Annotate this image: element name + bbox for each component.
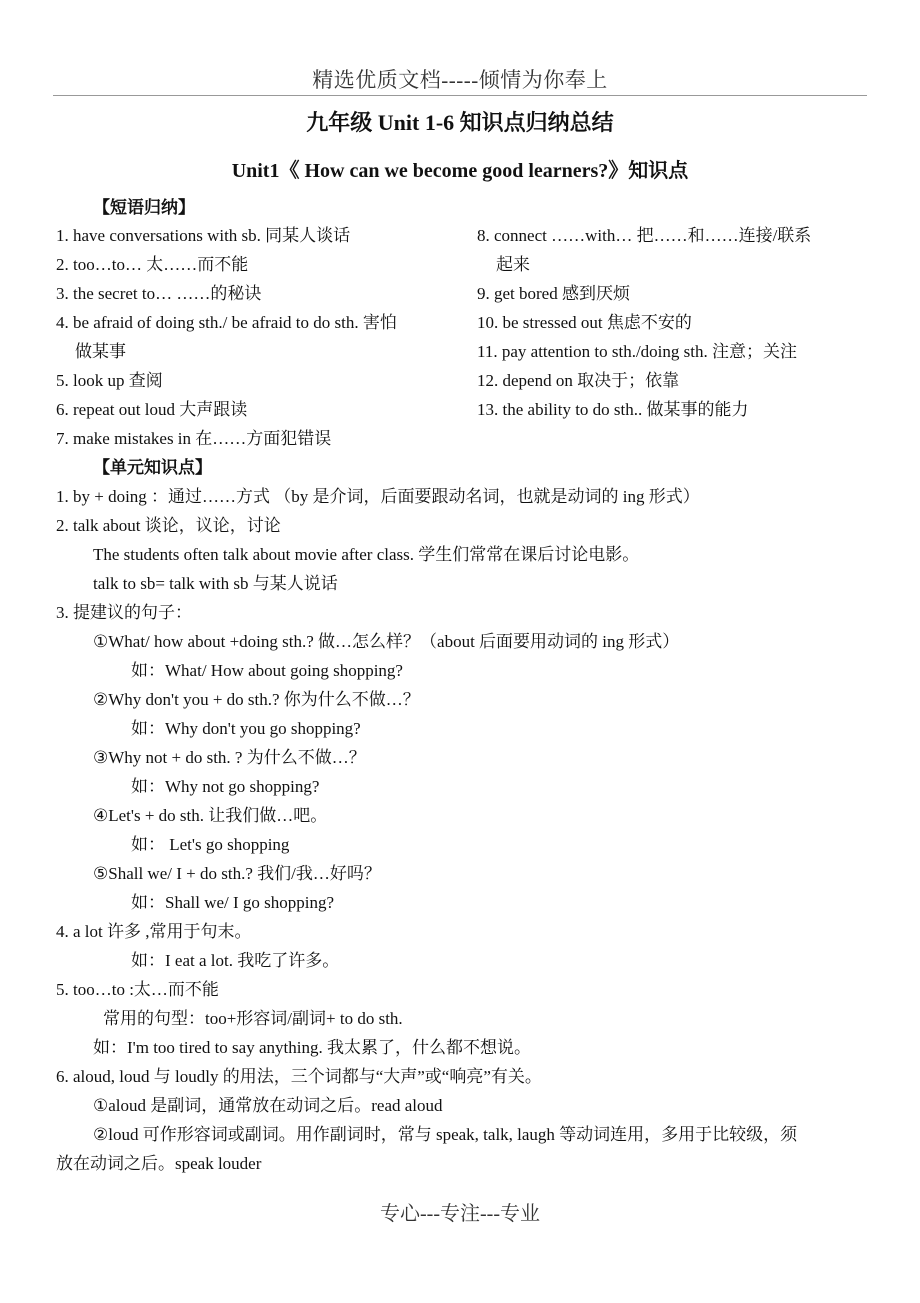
point-line: 4. a lot 许多 ,常用于句末。 bbox=[56, 922, 252, 941]
usage-note: ①aloud 是副词，通常放在动词之后。read aloud bbox=[93, 1096, 443, 1115]
phrase-item: 11. pay attention to sth./doing sth. 注意；关注 bbox=[477, 342, 797, 361]
example-line: 如：I'm too tired to say anything. 我太累了，什么都不想说。 bbox=[93, 1038, 531, 1057]
phrase-item: 12. depend on 取决于；依靠 bbox=[477, 371, 680, 390]
example-line: The students often talk about movie after class. 学生们常常在课后讨论电影。 bbox=[93, 545, 640, 564]
example-line: talk to sb= talk with sb 与某人说话 bbox=[93, 574, 338, 593]
usage-note: ②loud 可作形容词或副词。用作副词时，常与 speak, talk, laugh 等动词连用，多用于比较级，须 bbox=[93, 1125, 798, 1144]
phrases-heading: 【短语归纳】 bbox=[93, 198, 195, 217]
unit-subtitle: Unit1《 How can we become good learners?》知识点 bbox=[231, 160, 689, 182]
phrase-item: 10. be stressed out 焦虑不安的 bbox=[477, 313, 692, 332]
phrase-item: 2. too…to… 太……而不能 bbox=[56, 255, 249, 274]
example-line: 如： Let's go shopping bbox=[131, 835, 290, 854]
example-line: 如：Shall we/ I go shopping? bbox=[131, 893, 335, 912]
phrase-item: 6. repeat out loud 大声跟读 bbox=[56, 400, 248, 419]
suggestion-pattern: ④Let's + do sth. 让我们做…吧。 bbox=[93, 806, 328, 825]
phrase-item: 7. make mistakes in 在……方面犯错误 bbox=[56, 429, 332, 448]
example-line: 如：I eat a lot. 我吃了许多。 bbox=[131, 951, 340, 970]
phrase-item-continued: 做某事 bbox=[75, 342, 126, 361]
point-line: 5. too…to :太…而不能 bbox=[56, 980, 219, 999]
phrase-item: 1. have conversations with sb. 同某人谈话 bbox=[56, 226, 351, 245]
phrase-item: 8. connect ……with… 把……和……连接/联系 bbox=[477, 226, 812, 245]
point-line: 3. 提建议的句子： bbox=[56, 603, 192, 622]
example-line: 如：Why not go shopping? bbox=[131, 777, 320, 796]
phrase-item: 5. look up 查阅 bbox=[56, 371, 163, 390]
point-line: 2. talk about 谈论，议论，讨论 bbox=[56, 516, 281, 535]
phrase-item: 9. get bored 感到厌烦 bbox=[477, 284, 630, 303]
point-line: 6. aloud, loud 与 loudly 的用法，三个词都与“大声”或“响亮”有关。 bbox=[56, 1067, 542, 1086]
suggestion-pattern: ⑤Shall we/ I + do sth.? 我们/我…好吗？ bbox=[93, 864, 381, 883]
knowledge-points-heading: 【单元知识点】 bbox=[93, 458, 212, 477]
suggestion-pattern: ③Why not + do sth. ? 为什么不做…？ bbox=[93, 748, 366, 767]
example-line: 如：What/ How about going shopping? bbox=[131, 661, 403, 680]
document-title: 九年级 Unit 1-6 知识点归纳总结 bbox=[306, 110, 614, 135]
phrase-item: 4. be afraid of doing sth./ be afraid to do sth. 害怕 bbox=[56, 313, 397, 332]
suggestion-pattern: ①What/ how about +doing sth.? 做…怎么样？（about 后面要用动词的 ing 形式） bbox=[93, 632, 680, 651]
example-line: 常用的句型：too+形容词/副词+ to do sth. bbox=[103, 1009, 403, 1028]
phrase-item: 3. the secret to… ……的秘诀 bbox=[56, 284, 262, 303]
page-footer: 专心---专注---专业 bbox=[380, 1203, 540, 1225]
suggestion-pattern: ②Why don't you + do sth.? 你为什么不做…？ bbox=[93, 690, 420, 709]
phrase-item: 13. the ability to do sth.. 做某事的能力 bbox=[477, 400, 749, 419]
phrase-item-continued: 起来 bbox=[496, 255, 530, 274]
page-header: 精选优质文档-----倾情为你奉上 bbox=[312, 68, 608, 92]
point-line: 1. by + doing ：通过……方式 （by 是介词，后面要跟动名词，也就是动词的 ing 形式） bbox=[56, 487, 700, 506]
example-line: 如：Why don't you go shopping? bbox=[131, 719, 361, 738]
usage-note-continued: 放在动词之后。speak louder bbox=[56, 1154, 262, 1173]
header-divider bbox=[53, 95, 867, 96]
